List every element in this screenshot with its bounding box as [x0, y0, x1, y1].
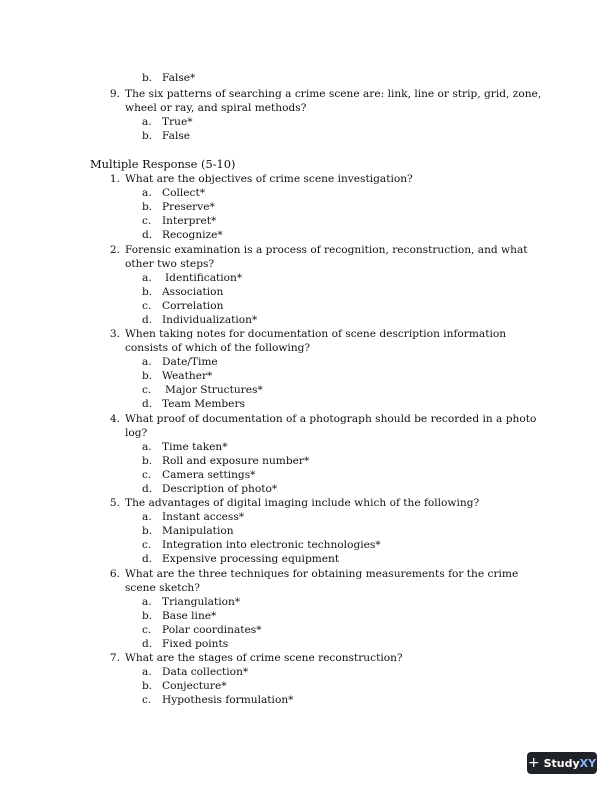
question-number: 1. — [109, 173, 120, 185]
option-text: Conjecture* — [162, 680, 227, 692]
option-letter: a. — [142, 596, 152, 608]
plus-icon: + — [527, 754, 540, 771]
option-letter: d. — [142, 398, 153, 410]
option-text: Association — [162, 286, 224, 298]
question-text: When taking notes for documentation of scene description information — [125, 328, 507, 340]
option-letter: b. — [142, 370, 153, 382]
brand-name: StudyXY — [543, 756, 597, 770]
option-text: Identification* — [165, 272, 243, 284]
question-text: Forensic examination is a process of recognition, reconstruction, and what — [125, 244, 528, 256]
option-text: False* — [162, 72, 196, 84]
option-text: Date/Time — [162, 356, 218, 368]
option-text: Base line* — [162, 610, 217, 622]
option-text: Individualization* — [162, 314, 258, 326]
option-letter: c. — [142, 215, 152, 227]
question-text: What proof of documentation of a photograph should be recorded in a photo — [125, 413, 537, 425]
option-text: Weather* — [162, 370, 213, 382]
section-heading: Multiple Response (5-10) — [90, 157, 236, 171]
option-letter: d. — [142, 553, 153, 565]
option-letter: b. — [142, 455, 153, 467]
option-text: Hypothesis formulation* — [162, 694, 294, 706]
option-text: Time taken* — [162, 441, 228, 453]
question-text: scene sketch? — [125, 582, 200, 594]
option-letter: b. — [142, 525, 153, 537]
question-number: 2. — [109, 244, 120, 256]
option-text: Description of photo* — [162, 483, 278, 495]
option-letter: a. — [142, 116, 152, 128]
option-text: Expensive processing equipment — [162, 553, 340, 565]
option-text: Interpret* — [162, 215, 217, 227]
question-text: What are the three techniques for obtaining measurements for the crime — [125, 568, 519, 580]
option-text: Correlation — [162, 300, 224, 312]
question-number: 7. — [109, 652, 120, 664]
option-text: Collect* — [162, 187, 206, 199]
option-text: Major Structures* — [165, 384, 263, 396]
option-text: Data collection* — [162, 666, 249, 678]
option-letter: b. — [142, 201, 153, 213]
question-text: The six patterns of searching a crime scene are: link, line or strip, grid, zone, — [125, 88, 542, 100]
question-number: 5. — [109, 497, 120, 509]
option-letter: a. — [142, 272, 152, 284]
option-letter: d. — [142, 638, 153, 650]
option-text: True* — [162, 116, 193, 128]
option-letter: b. — [142, 286, 153, 298]
option-letter: b. — [142, 610, 153, 622]
option-letter: d. — [142, 229, 153, 241]
question-text: log? — [125, 427, 148, 439]
question-text: The advantages of digital imaging include which of the following? — [125, 497, 480, 509]
option-letter: a. — [142, 356, 152, 368]
option-letter: b. — [142, 680, 153, 692]
option-letter: d. — [142, 483, 153, 495]
option-letter: c. — [142, 624, 152, 636]
question-text: What are the objectives of crime scene investigation? — [125, 173, 413, 185]
option-text: Camera settings* — [162, 469, 256, 481]
option-text: Preserve* — [162, 201, 215, 213]
option-text: Integration into electronic technologies* — [162, 539, 381, 551]
option-letter: b. — [142, 130, 153, 142]
option-text: Instant access* — [162, 511, 245, 523]
question-number: 6. — [109, 568, 120, 580]
option-letter: c. — [142, 694, 152, 706]
option-text: Triangulation* — [162, 596, 241, 608]
question-text: What are the stages of crime scene reconstruction? — [125, 652, 403, 664]
option-text: False — [162, 130, 191, 142]
studyxy-badge[interactable] — [527, 752, 597, 774]
question-number: 9. — [109, 88, 120, 100]
option-text: Fixed points — [162, 638, 229, 650]
option-letter: c. — [142, 300, 152, 312]
option-letter: c. — [142, 384, 152, 396]
option-text: Polar coordinates* — [162, 624, 262, 636]
option-letter: d. — [142, 314, 153, 326]
option-letter: a. — [142, 187, 152, 199]
option-text: Roll and exposure number* — [162, 455, 310, 467]
option-text: Recognize* — [162, 229, 223, 241]
option-letter: a. — [142, 511, 152, 523]
question-text: wheel or ray, and spiral methods? — [125, 102, 307, 114]
question-text: consists of which of the following? — [125, 342, 311, 354]
option-letter: c. — [142, 469, 152, 481]
question-text: other two steps? — [125, 258, 215, 270]
question-number: 3. — [109, 328, 120, 340]
option-letter: a. — [142, 666, 152, 678]
option-text: Manipulation — [162, 525, 234, 537]
option-letter: a. — [142, 441, 152, 453]
option-letter: c. — [142, 539, 152, 551]
question-number: 4. — [109, 413, 120, 425]
option-letter: b. — [142, 72, 153, 84]
option-text: Team Members — [162, 398, 245, 410]
